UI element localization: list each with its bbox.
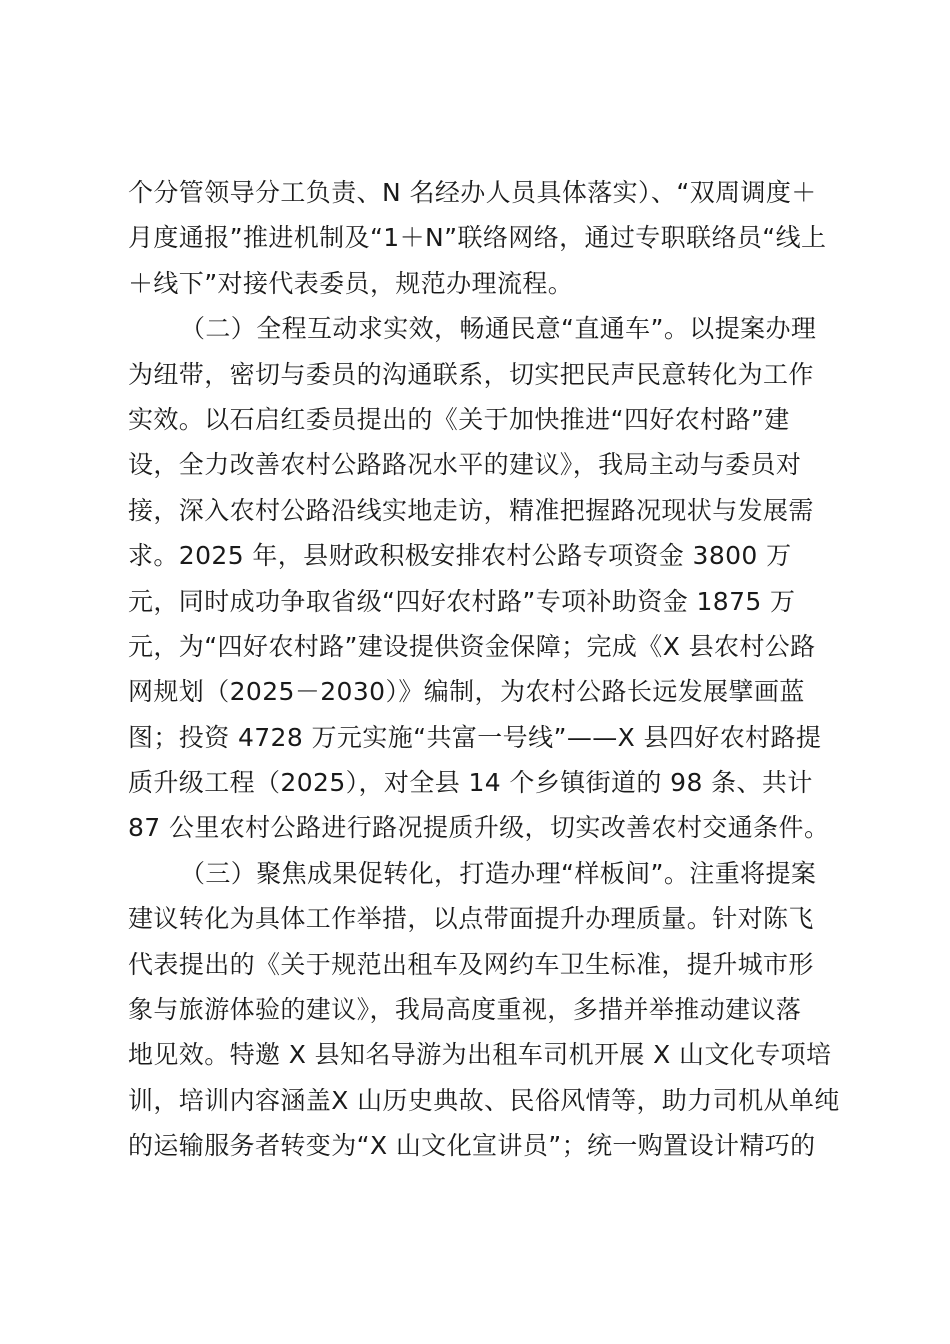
text-line: 为纽带，密切与委员的沟通联系，切实把民声民意转化为工作 — [128, 359, 814, 389]
text-line: ＋线下”对接代表委员，规范办理流程。 — [128, 268, 574, 298]
document-body — [128, 170, 840, 1169]
text-line: 元，同时成功争取省级“四好农村路”专项补助资金 1875 万 — [128, 586, 796, 616]
section-heading-line: （二）全程互动求实效，畅通民意“直通车”。以提案办理 — [180, 314, 817, 344]
text-line: 网规划（2025－2030）》编制，为农村公路长远发展擘画蓝 — [128, 677, 805, 707]
text-line: 实效。以石启红委员提出的《关于加快推进“四好农村路”建 — [128, 404, 790, 434]
text-line: 质升级工程（2025），对全县 14 个乡镇街道的 98 条、共计 — [128, 768, 813, 798]
text-line: 月度通报”推进机制及“1＋N”联络网络，通过专职联络员“线上 — [128, 223, 827, 253]
text-line: 个分管领导分工负责、N 名经办人员具体落实）、“双周调度＋ — [128, 178, 817, 207]
text-line: 87 公里农村公路进行路况提质升级，切实改善农村交通条件。 — [128, 813, 830, 843]
text-line: 建议转化为具体工作举措，以点带面提升办理质量。针对陈飞 — [128, 904, 814, 934]
text-line: 象与旅游体验的建议》，我局高度重视，多措并举推动建议落 — [128, 995, 802, 1025]
text-line: 图；投资 4728 万元实施“共富一号线”——X 县四好农村路提 — [128, 722, 822, 752]
text-line: 元，为“四好农村路”建设提供资金保障；完成《X 县农村公路 — [128, 631, 816, 661]
text-line: 训，培训内容涵盖X 山历史典故、民俗风情等，助力司机从单纯 — [128, 1085, 840, 1115]
section-heading-line: （三）聚焦成果促转化，打造办理“样板间”。注重将提案 — [180, 858, 817, 888]
text-line: 设，全力改善农村公路路况水平的建议》，我局主动与委员对 — [128, 450, 802, 480]
text-line: 地见效。特邀 X 县知名导游为出租车司机开展 X 山文化专项培 — [128, 1040, 832, 1070]
text-line: 求。2025 年，县财政积极安排农村公路专项资金 3800 万 — [128, 541, 792, 571]
text-line: 代表提出的《关于规范出租车及网约车卫生标准，提升城市形 — [128, 949, 814, 979]
text-line: 的运输服务者转变为“X 山文化宣讲员”；统一购置设计精巧的 — [128, 1131, 816, 1161]
text-line: 接，深入农村公路沿线实地走访，精准把握路况现状与发展需 — [128, 495, 814, 525]
